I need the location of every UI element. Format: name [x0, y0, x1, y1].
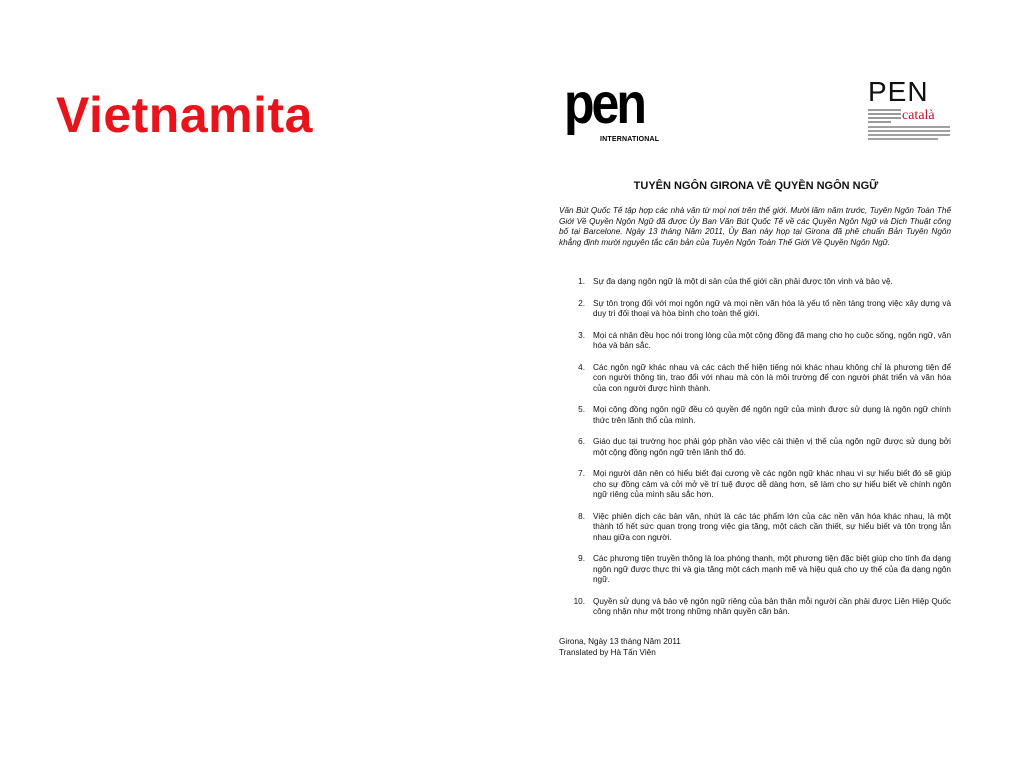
item-number: 3.	[578, 330, 585, 340]
slide-title: Vietnamita	[56, 87, 313, 143]
document-title: TUYÊN NGÔN GIRONA VỀ QUYỀN NGÔN NGỮ	[633, 180, 879, 192]
list-item	[559, 299, 951, 320]
pen-logo-subtitle: INTERNATIONAL	[600, 136, 660, 143]
item-text: Quyền sử dụng và bảo vệ ngôn ngữ riêng của bản thân mỗi người cần phải được Liên Hiệp Quốc công nhận như một trong những nhân quyền căn bản.	[593, 596, 951, 616]
item-number: 4.	[578, 362, 585, 372]
item-number: 7.	[578, 469, 585, 478]
item-text: Việc phiên dịch các bản văn, nhứt là các tác phẩm lớn của các nền văn hóa khác nhau, là một thành tố hết sức quan trọng trong việc gia tăng, một cách cần thiết, sự hiểu biết và tôn trọng lẫn nhau giữa con người.	[593, 511, 951, 542]
list-item	[559, 554, 951, 586]
item-text: Mọi người dân nên có hiểu biết đại cương về các ngôn ngữ khác nhau vì sự hiểu biết đó sẽ giúp cho sự đồng cảm và cởi mở về trí tuệ được dễ dàng hơn, sẽ làm cho sự hiểu biết về chính ngôn ngữ riêng của mình sâu sắc hơn.	[593, 469, 951, 499]
list-item	[559, 277, 951, 288]
item-text: Các phương tiện truyền thông là loa phóng thanh, một phương tiện đặc biệt giúp cho tính đa dạng ngôn ngữ được thực thi và gia tăng một cách mạnh mẽ và hiệu quả cho uy thế của đa dạng ngôn ngữ.	[593, 554, 951, 584]
list-item	[559, 512, 951, 544]
pen-international-logo	[564, 71, 660, 143]
item-number: 2.	[578, 298, 585, 308]
pen-catala-subtitle: català	[902, 108, 935, 123]
list-item	[559, 597, 951, 618]
item-text: Các ngôn ngữ khác nhau và các cách thể hiện tiếng nói khác nhau không chỉ là phương tiện để con người thông tin, trao đổi với nhau mà còn là môi trường để con người phát triển và văn hóa của con người được hình thành.	[593, 362, 951, 393]
item-text: Sự tôn trọng đối với mọi ngôn ngữ và mọi nền văn hóa là yếu tố nền tảng trong việc xây dựng và duy trì đối thoại và hòa bình cho toàn thế giới.	[593, 298, 951, 318]
list-item	[559, 363, 951, 395]
pen-catala-wordmark: PEN	[868, 76, 929, 107]
item-number: 8.	[578, 511, 585, 521]
list-item	[559, 469, 951, 501]
pen-logo-wordmark: pen	[564, 71, 644, 136]
logo-fine-print	[868, 109, 901, 125]
item-number: 10.	[573, 596, 585, 606]
document-footer	[559, 637, 681, 658]
document-intro: Văn Bút Quốc Tế tập hợp các nhà văn từ mọi nơi trên thế giới. Mười lăm năm trước, Tuyên Ngôn Toàn Thế Giới Về Quyền Ngôn Ngữ đã được Ủy Ban Văn Bút Quốc Tế về các Quyền Ngôn Ngữ và Dịch Thuật công bố tại Barcelone. Ngày 13 tháng Năm 2011, Ủy Ban này họp tại Girona đã phê chuẩn Bản Tuyên Ngôn khẳng định mười nguyên tắc căn bản của Tuyên Ngôn Toàn Thế Giới Về Quyền Ngôn Ngữ.	[559, 206, 951, 247]
principles-list	[559, 277, 951, 629]
item-text: Giáo dục tại trường học phải góp phần vào việc cải thiện vị thế của ngôn ngữ được sử dụng bởi một cộng đồng ngôn ngữ trên lãnh thổ đó.	[593, 437, 951, 457]
item-text: Mọi cá nhân đều học nói trong lòng của một cộng đồng đã mang cho họ cuộc sống, ngôn ngữ, văn hóa và bản sắc.	[593, 330, 951, 350]
list-item	[559, 437, 951, 458]
pen-catala-logo	[868, 76, 958, 146]
document-page	[556, 70, 956, 660]
item-number: 9.	[578, 554, 585, 563]
item-number: 1.	[578, 277, 585, 286]
item-text: Mọi cộng đồng ngôn ngữ đều có quyền để ngôn ngữ của mình được sử dụng là ngôn ngữ chính thức trên lãnh thổ của mình.	[593, 405, 951, 425]
list-item	[559, 331, 951, 352]
list-item	[559, 405, 951, 426]
item-number: 5.	[578, 405, 585, 414]
item-text: Sự đa dạng ngôn ngữ là một di sản của thế giới cần phải được tôn vinh và bảo vệ.	[593, 277, 893, 286]
item-number: 6.	[578, 437, 585, 446]
logo-fine-print-bottom	[868, 126, 950, 142]
footer-date: Girona, Ngày 13 tháng Năm 2011	[559, 637, 681, 646]
footer-translator: Translated by Hà Tấn Viên	[559, 647, 656, 657]
